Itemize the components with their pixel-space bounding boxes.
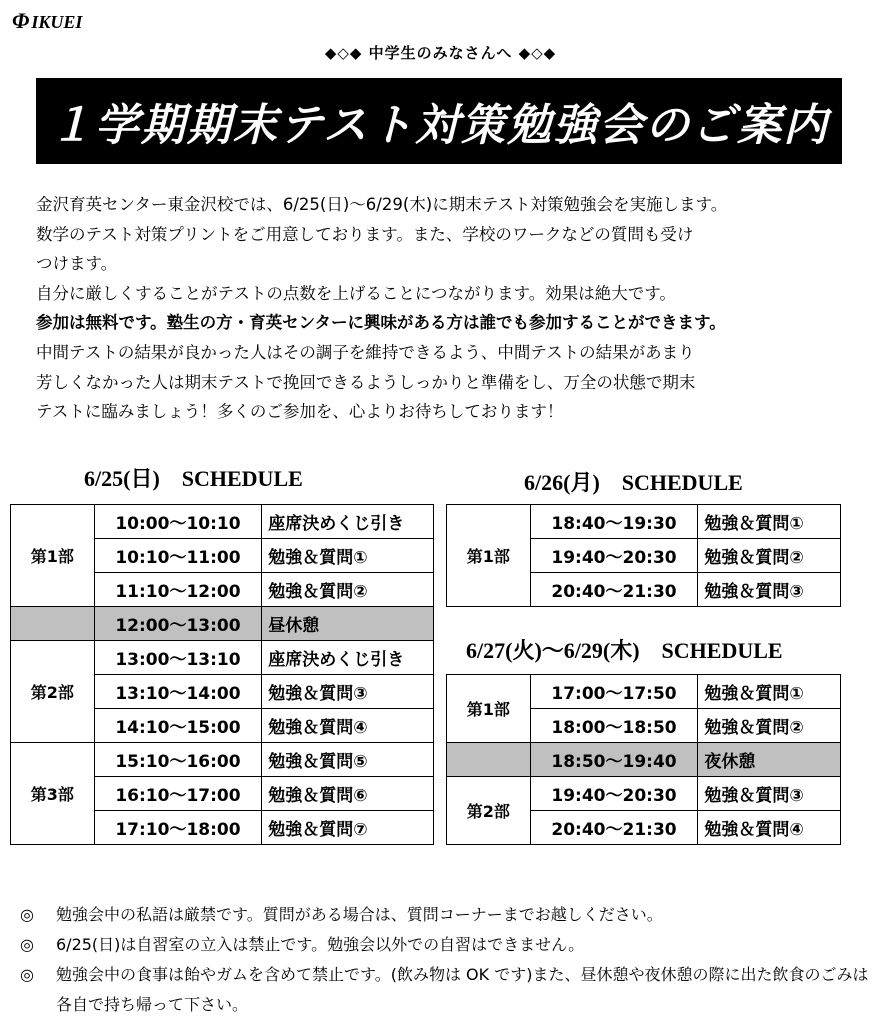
- time-cell: 17:10～18:00: [94, 811, 262, 845]
- time-cell: 11:10～12:00: [94, 573, 262, 607]
- closing-line: テストに臨みましょう！多くのご参加を、心よりお待ちしております！: [36, 402, 564, 422]
- activity-cell: 勉強＆質問③: [698, 573, 841, 607]
- time-cell: 16:10～17:00: [94, 777, 262, 811]
- table-row: [11, 505, 434, 539]
- activity-cell: 勉強＆質問②: [698, 709, 841, 743]
- time-cell: 18:00～18:50: [530, 709, 698, 743]
- activity-cell: 勉強＆質問④: [262, 709, 434, 743]
- free-participation-line: 参加は無料です。塾生の方・育英センターに興味がある方は誰でも参加することができます。: [36, 313, 726, 333]
- activity-cell: 勉強＆質問①: [698, 675, 841, 709]
- activity-cell: 夜休憩: [698, 743, 841, 777]
- part-label: 第1部: [11, 505, 95, 607]
- note-text: 勉強会中の私語は厳禁です。質問がある場合は、質問コーナーまでお越しください。: [56, 905, 663, 924]
- logo-mark-icon: Φ: [12, 8, 30, 33]
- intro-line: つけます。: [36, 254, 118, 274]
- empty-part-cell: [11, 607, 95, 641]
- double-circle-icon: ◎: [20, 905, 34, 924]
- time-cell: 18:40～19:30: [530, 505, 698, 539]
- time-cell: 18:50～19:40: [530, 743, 698, 777]
- intro-text: [36, 190, 866, 427]
- part-label: 第3部: [11, 743, 95, 845]
- schedule-625-title: 6/25(日) SCHEDULE: [84, 466, 303, 491]
- table-row: [447, 505, 841, 539]
- part-label: 第1部: [447, 505, 531, 607]
- note-item: [20, 900, 870, 930]
- intro-line: 金沢育英センター東金沢校では、6/25(日)～6/29(木)に期末テスト対策勉強会を実施します。: [36, 195, 728, 214]
- intro-line: 自分に厳しくすることがテストの点数を上げることにつながります。効果は絶大です。: [36, 283, 676, 303]
- schedule-627-title: 6/27(火)～6/29(木) SCHEDULE: [466, 638, 783, 663]
- part-label: 第1部: [447, 675, 531, 743]
- closing-line: 芳しくなかった人は期末テストで挽回できるようしっかりと準備をし、万全の状態で期末: [36, 372, 696, 392]
- time-cell: 13:10～14:00: [94, 675, 262, 709]
- note-text: 勉強会中の食事は飴やガムを含めて禁止です。(飲み物は OK です)また、昼休憩や夜休憩の際に出た飲食のごみは各自で持ち帰って下さい。: [56, 965, 869, 1014]
- time-cell: 17:00～17:50: [530, 675, 698, 709]
- activity-cell: 勉強＆質問④: [698, 811, 841, 845]
- time-cell: 13:00～13:10: [94, 641, 262, 675]
- activity-cell: 昼休憩: [262, 607, 434, 641]
- note-text: 6/25(日)は自習室の立入は禁止です。勉強会以外での自習はできません。: [56, 935, 585, 954]
- time-cell: 10:10～11:00: [94, 539, 262, 573]
- table-row: [11, 743, 434, 777]
- activity-cell: 勉強＆質問①: [262, 539, 434, 573]
- activity-cell: 勉強＆質問⑤: [262, 743, 434, 777]
- time-cell: 14:10～15:00: [94, 709, 262, 743]
- part-label: 第2部: [447, 777, 531, 845]
- page-title-banner: １学期期末テスト対策勉強会のご案内: [36, 78, 842, 164]
- time-cell: 10:00～10:10: [94, 505, 262, 539]
- ikuei-logo: [12, 8, 82, 34]
- logo-text: IKUEI: [31, 12, 83, 32]
- activity-cell: 勉強＆質問③: [262, 675, 434, 709]
- part-label: 第2部: [11, 641, 95, 743]
- subheading: ◆◇◆ 中学生のみなさんへ ◆◇◆: [324, 44, 557, 62]
- activity-cell: 座席決めくじ引き: [262, 505, 434, 539]
- activity-cell: 勉強＆質問⑦: [262, 811, 434, 845]
- double-circle-icon: ◎: [20, 965, 34, 984]
- table-row: [447, 675, 841, 709]
- table-row: [11, 641, 434, 675]
- intro-line: 数学のテスト対策プリントをご用意しております。また、学校のワークなどの質問も受け: [36, 224, 694, 244]
- activity-cell: 勉強＆質問②: [698, 539, 841, 573]
- activity-cell: 座席決めくじ引き: [262, 641, 434, 675]
- table-row: [447, 777, 841, 811]
- time-cell: 20:40～21:30: [530, 573, 698, 607]
- schedule-625-table: [10, 504, 434, 845]
- time-cell: 12:00～13:00: [94, 607, 262, 641]
- empty-part-cell: [447, 743, 531, 777]
- notes-list: [20, 900, 870, 1020]
- time-cell: 15:10～16:00: [94, 743, 262, 777]
- activity-cell: 勉強＆質問⑥: [262, 777, 434, 811]
- closing-line: 中間テストの結果が良かった人はその調子を維持できるよう、中間テストの結果があまり: [36, 342, 695, 362]
- break-row: [447, 743, 841, 777]
- activity-cell: 勉強＆質問②: [262, 573, 434, 607]
- note-item: [20, 960, 870, 1020]
- activity-cell: 勉強＆質問①: [698, 505, 841, 539]
- time-cell: 20:40～21:30: [530, 811, 698, 845]
- break-row: [11, 607, 434, 641]
- schedule-627-table: [446, 674, 841, 845]
- double-circle-icon: ◎: [20, 935, 34, 954]
- note-item: [20, 930, 870, 960]
- schedule-626-table: [446, 504, 841, 607]
- time-cell: 19:40～20:30: [530, 777, 698, 811]
- schedule-626-title: 6/26(月) SCHEDULE: [524, 470, 743, 495]
- activity-cell: 勉強＆質問③: [698, 777, 841, 811]
- time-cell: 19:40～20:30: [530, 539, 698, 573]
